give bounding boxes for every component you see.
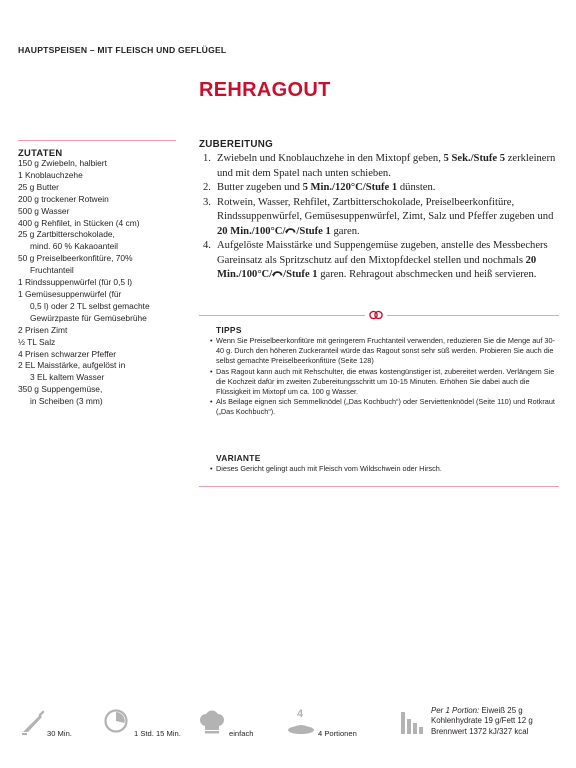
tips-divider-left bbox=[199, 315, 365, 316]
preparation-step bbox=[199, 181, 559, 196]
ingredient-item: 3 EL kaltem Wasser bbox=[30, 372, 105, 383]
category-header: HAUPTSPEISEN – MIT FLEISCH UND GEFLÜGEL bbox=[18, 45, 227, 55]
ingredient-item: ½ TL Salz bbox=[18, 336, 56, 347]
preparation-step bbox=[199, 239, 559, 283]
step-number: 4. bbox=[203, 240, 211, 251]
nutrition-per: Per 1 Portion: bbox=[431, 706, 480, 715]
variant-rule-bottom bbox=[199, 486, 559, 487]
step-setting: 20 Min./100°C/ bbox=[217, 225, 286, 237]
ingredient-item: 25 g Butter bbox=[18, 181, 59, 192]
portions-icon-number: 4 bbox=[297, 708, 304, 720]
step-text: garen. Rehragout abschmecken und heiß servieren. bbox=[317, 269, 537, 280]
step-text: Butter zugeben und bbox=[217, 182, 303, 193]
nutrition-info bbox=[431, 706, 533, 737]
ingredient-item: mind. 60 % Kakaoanteil bbox=[30, 241, 118, 252]
ingredients-rule-top bbox=[18, 140, 176, 141]
step-text: zerkleinern und mit dem Spatel nach unten schieben. bbox=[217, 153, 556, 179]
ingredient-item: Fruchtanteil bbox=[30, 265, 74, 276]
step-setting: 5 Min./120°C/Stufe 1 bbox=[302, 182, 398, 193]
step-text: dünsten. bbox=[397, 182, 436, 193]
difficulty-label: einfach bbox=[229, 729, 254, 738]
reverse-rotation-icon bbox=[272, 269, 283, 277]
prep-time-label: 30 Min. bbox=[47, 729, 72, 738]
step-setting: /Stufe 1 bbox=[283, 269, 318, 280]
knife-icon bbox=[20, 710, 46, 736]
step-text: Aufgelöste Maisstärke und Suppengemüse zugeben, anstelle des Messbechers Gareinsatz als Spritzschutz auf den Mixtopfdeckel stellen und nochmals bbox=[217, 240, 548, 266]
ingredient-item: 0,5 l) oder 2 TL selbst gemachte bbox=[30, 300, 150, 311]
variant-text: • Dieses Gericht gelingt auch mit Fleisch vom Wildschwein oder Hirsch. bbox=[216, 464, 556, 474]
nutrition-protein: Eiweiß 25 g bbox=[479, 706, 523, 715]
ingredient-item: 2 Prisen Zimt bbox=[18, 324, 68, 335]
preparation-steps bbox=[199, 152, 559, 283]
divider-ornament-icon bbox=[369, 310, 383, 320]
tips-divider-right bbox=[387, 315, 559, 316]
ingredients-heading: ZUTATEN bbox=[18, 147, 63, 158]
portions-label: 4 Portionen bbox=[318, 729, 357, 738]
preparation-step bbox=[199, 196, 559, 240]
tips-heading: TIPPS bbox=[216, 325, 242, 335]
nutrition-line3: Brennwert 1372 kJ/327 kcal bbox=[431, 726, 529, 736]
ingredient-item: 500 g Wasser bbox=[18, 205, 70, 216]
ingredient-item: 1 Rindssuppenwürfel (für 0,5 l) bbox=[18, 277, 133, 288]
ingredient-item: 4 Prisen schwarzer Pfeffer bbox=[18, 348, 117, 359]
recipe-title: REHRAGOUT bbox=[199, 79, 331, 101]
step-text: garen. bbox=[330, 225, 360, 237]
tip-item: • Als Beilage eignen sich Semmelknödel („Das Kochbuch“) oder Serviettenknödel (Seite 110) und Rotkraut („Das Kochbuch“). bbox=[216, 397, 556, 417]
reverse-rotation-icon bbox=[285, 226, 296, 234]
preparation-heading: ZUBEREITUNG bbox=[199, 139, 274, 150]
total-time-label: 1 Std. 15 Min. bbox=[134, 729, 181, 738]
ingredient-item: 400 g Rehfilet, in Stücken (4 cm) bbox=[18, 217, 140, 228]
ingredient-item: 2 EL Maisstärke, aufgelöst in bbox=[18, 360, 126, 371]
ingredient-item: 1 Gemüsesuppenwürfel (für bbox=[18, 288, 122, 299]
ingredients-list bbox=[18, 158, 178, 408]
step-number: 1. bbox=[203, 153, 211, 164]
clock-icon bbox=[103, 708, 129, 734]
step-number: 2. bbox=[203, 182, 211, 193]
ingredient-item: 1 Knoblauchzehe bbox=[18, 169, 83, 180]
bar-chart-icon bbox=[400, 710, 426, 736]
ingredient-item: in Scheiben (3 mm) bbox=[30, 396, 103, 407]
step-text: Rotwein, Wasser, Rehfilet, Zartbitterschokolade, Preiselbeerkonfitüre, Rindssuppenwürfel, Gemüsesuppenwürfel, Zimt, Salz und Pfeffer zugeben und bbox=[217, 196, 554, 222]
ingredient-item: 50 g Preiselbeerkonfitüre, 70% bbox=[18, 253, 133, 264]
ingredient-item: 25 g Zartbitterschokolade, bbox=[18, 229, 115, 240]
step-text: Zwiebeln und Knoblauchzehe in den Mixtopf geben, bbox=[217, 153, 444, 164]
step-setting: 5 Sek./Stufe 5 bbox=[443, 153, 506, 164]
tip-item: • Wenn Sie Preiselbeerkonfitüre mit geringerem Fruchtanteil verwenden, reduzieren Sie die Menge auf 30-40 g. Durch den höheren Zuckeranteil würde das Ragout sonst sehr süß werden. Probieren Sie auch die selbst gemachte Preiselbeerkonfitüre (Seite 128) bbox=[216, 336, 556, 366]
tip-item: • Das Ragout kann auch mit Rehschulter, die etwas kostengünstiger ist, zubereitet werden. Verlängern Sie die Kochzeit dafür im zweiten Zubereitungsschritt um 10-15 Minuten. Erhöhen Sie dabei auch die Flüssigkeit im Mixtopf um ca. 100 g Wasser. bbox=[216, 367, 556, 397]
preparation-step bbox=[199, 152, 559, 181]
ingredient-item: 350 g Suppengemüse, bbox=[18, 384, 103, 395]
nutrition-line2: Kohlenhydrate 19 g/Fett 12 g bbox=[431, 716, 533, 726]
tips-list bbox=[216, 336, 556, 418]
ingredient-item: Gewürzpaste für Gemüsebrühe bbox=[30, 312, 147, 323]
ingredient-item: 200 g trockener Rotwein bbox=[18, 193, 109, 204]
step-setting: 20 Min./100°C/ bbox=[217, 254, 537, 280]
nutrition-line1 bbox=[431, 706, 533, 716]
chef-hat-icon bbox=[198, 710, 226, 734]
step-setting: /Stufe 1 bbox=[296, 225, 331, 237]
step-number: 3. bbox=[203, 196, 211, 208]
variant-heading: VARIANTE bbox=[216, 453, 261, 463]
ingredient-item: 150 g Zwiebeln, halbiert bbox=[18, 158, 107, 168]
